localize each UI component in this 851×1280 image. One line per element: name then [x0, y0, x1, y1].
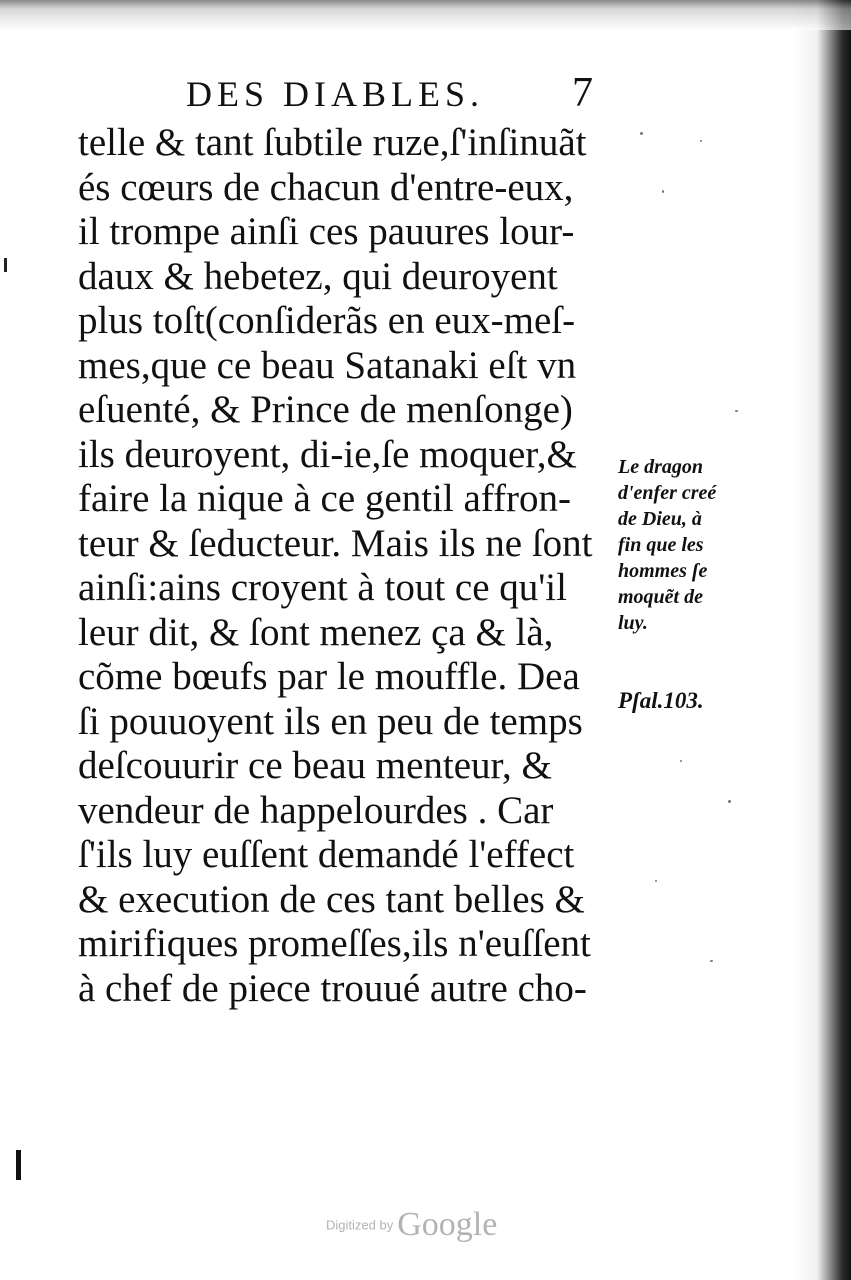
- scan-speckle: [680, 760, 682, 762]
- margin-note: [618, 454, 738, 636]
- scan-speckle: [728, 800, 731, 803]
- body-line: à chef de piece trouué autre cho-: [78, 966, 587, 1010]
- digitized-watermark: [326, 1206, 497, 1244]
- body-line: cõme bœufs par le mouffle. Dea: [78, 655, 580, 698]
- body-line: il trompe ainſi ces pauures lour-: [78, 210, 575, 253]
- body-line: mirifiques promeſſes,ils n'euſſent: [78, 922, 591, 965]
- body-line: eſuenté, & Prince de menſonge): [78, 388, 573, 431]
- body-line: telle & tant ſubtile ruze,ſ'inſinuãt: [78, 121, 587, 164]
- body-line: ſi pouuoyent ils en peu de temps: [78, 699, 583, 743]
- body-line: faire la nique à ce gentil affron-: [78, 477, 572, 520]
- running-head: DES DIABLES.: [186, 74, 485, 114]
- scan-speckle: [640, 132, 643, 135]
- margin-note-line: de Dieu, à: [618, 508, 702, 530]
- scan-speckle: [700, 140, 702, 142]
- body-line: vendeur de happelourdes . Car: [78, 788, 554, 832]
- margin-note-line: luy.: [618, 612, 648, 634]
- body-line: ſ'ils luy euſſent demandé l'effect: [78, 833, 575, 876]
- body-line: & execution de ces tant belles &: [78, 877, 585, 921]
- margin-note-line: Le dragon: [618, 456, 703, 478]
- margin-note-line: moquẽt de: [618, 586, 703, 608]
- margin-note-line: fin que les: [618, 534, 704, 556]
- body-line: mes,que ce beau Satanaki eſt vn: [78, 343, 577, 387]
- margin-note-line: hommes ſe: [618, 560, 708, 582]
- body-line: és cœurs de chacun d'entre-eux,: [78, 165, 574, 209]
- page-top-shadow: [0, 0, 851, 30]
- scan-mark: [4, 258, 7, 272]
- watermark-prefix: Digitized by: [326, 1217, 394, 1233]
- body-line: plus toſt(conſiderãs en eux-meſ-: [78, 299, 576, 342]
- margin-note-line: d'enfer creé: [618, 482, 717, 504]
- scan-speckle: [710, 960, 713, 962]
- body-line: ils deuroyent, di-ie,ſe moquer,&: [78, 432, 577, 476]
- body-text: [78, 121, 618, 1011]
- body-line: teur & ſeducteur. Mais ils ne ſont: [78, 521, 593, 565]
- scan-speckle: [655, 880, 657, 882]
- body-line: deſcouurir ce beau menteur, &: [78, 744, 552, 787]
- google-logo: Google: [397, 1206, 498, 1243]
- scan-speckle: [735, 410, 738, 412]
- page-number: 7: [572, 70, 593, 116]
- scan-mark: [16, 1150, 21, 1180]
- body-line: ainſi:ains croyent à tout ce qu'il: [78, 566, 567, 609]
- body-line: leur dit, & ſont menez ça & là,: [78, 610, 554, 654]
- body-line: daux & hebetez, qui deuroyent: [78, 254, 558, 298]
- margin-reference: Pſal.103.: [618, 688, 704, 713]
- scan-speckle: [662, 190, 664, 193]
